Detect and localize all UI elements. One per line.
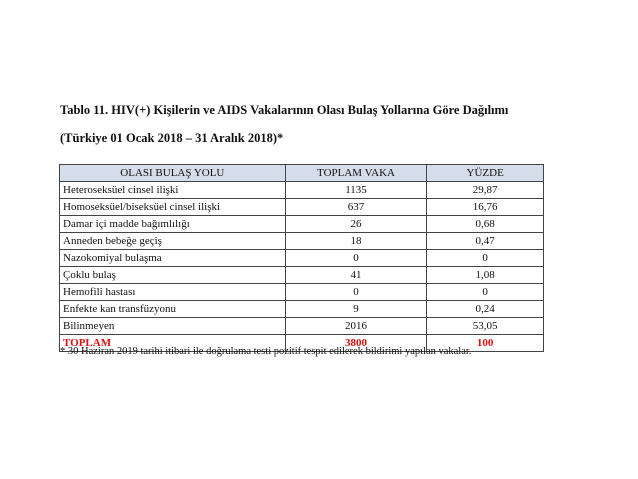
route-cell: Nazokomiyal bulaşma [60,250,286,267]
table-header-row [60,165,544,182]
count-cell: 0 [285,284,427,301]
table-title: Tablo 11. HIV(+) Kişilerin ve AIDS Vakalarının Olası Bulaş Yollarına Göre Dağılımı [60,103,509,117]
count-cell: 2016 [285,318,427,335]
percent-cell: 16,76 [427,199,544,216]
percent-cell: 1,08 [427,267,544,284]
table-row [60,182,544,199]
route-cell: Damar içi madde bağımlılığı [60,216,286,233]
count-cell: 26 [285,216,427,233]
percent-cell: 53,05 [427,318,544,335]
header-percent: YÜZDE [427,165,544,182]
total-label-cell: TOPLAM [60,335,286,352]
percent-cell: 0,24 [427,301,544,318]
table-footnote: * 30 Haziran 2019 tarihi itibari ile doğrulama testi pozitif tespit edilerek bildirimi yapılan vakalar. [60,346,472,357]
percent-cell: 0,47 [427,233,544,250]
route-cell: Heteroseksüel cinsel ilişki [60,182,286,199]
count-cell: 41 [285,267,427,284]
count-cell: 9 [285,301,427,318]
total-count-cell: 3800 [285,335,427,352]
route-cell: Çoklu bulaş [60,267,286,284]
table-row [60,216,544,233]
table-row [60,301,544,318]
count-cell: 0 [285,250,427,267]
table-subtitle: (Türkiye 01 Ocak 2018 – 31 Aralık 2018)* [60,131,284,145]
percent-cell: 0 [427,284,544,301]
route-cell: Enfekte kan transfüzyonu [60,301,286,318]
table-row [60,284,544,301]
count-cell: 18 [285,233,427,250]
table-row [60,233,544,250]
table-row [60,267,544,284]
transmission-route-table [59,164,544,352]
route-cell: Hemofili hastası [60,284,286,301]
table-row [60,250,544,267]
percent-cell: 29,87 [427,182,544,199]
header-route: OLASI BULAŞ YOLU [60,165,286,182]
percent-cell: 0 [427,250,544,267]
total-percent-cell: 100 [427,335,544,352]
count-cell: 1135 [285,182,427,199]
route-cell: Homoseksüel/biseksüel cinsel ilişki [60,199,286,216]
count-cell: 637 [285,199,427,216]
route-cell: Anneden bebeğe geçiş [60,233,286,250]
table-row [60,199,544,216]
percent-cell: 0,68 [427,216,544,233]
table-row [60,318,544,335]
route-cell: Bilinmeyen [60,318,286,335]
header-total-cases: TOPLAM VAKA [285,165,427,182]
